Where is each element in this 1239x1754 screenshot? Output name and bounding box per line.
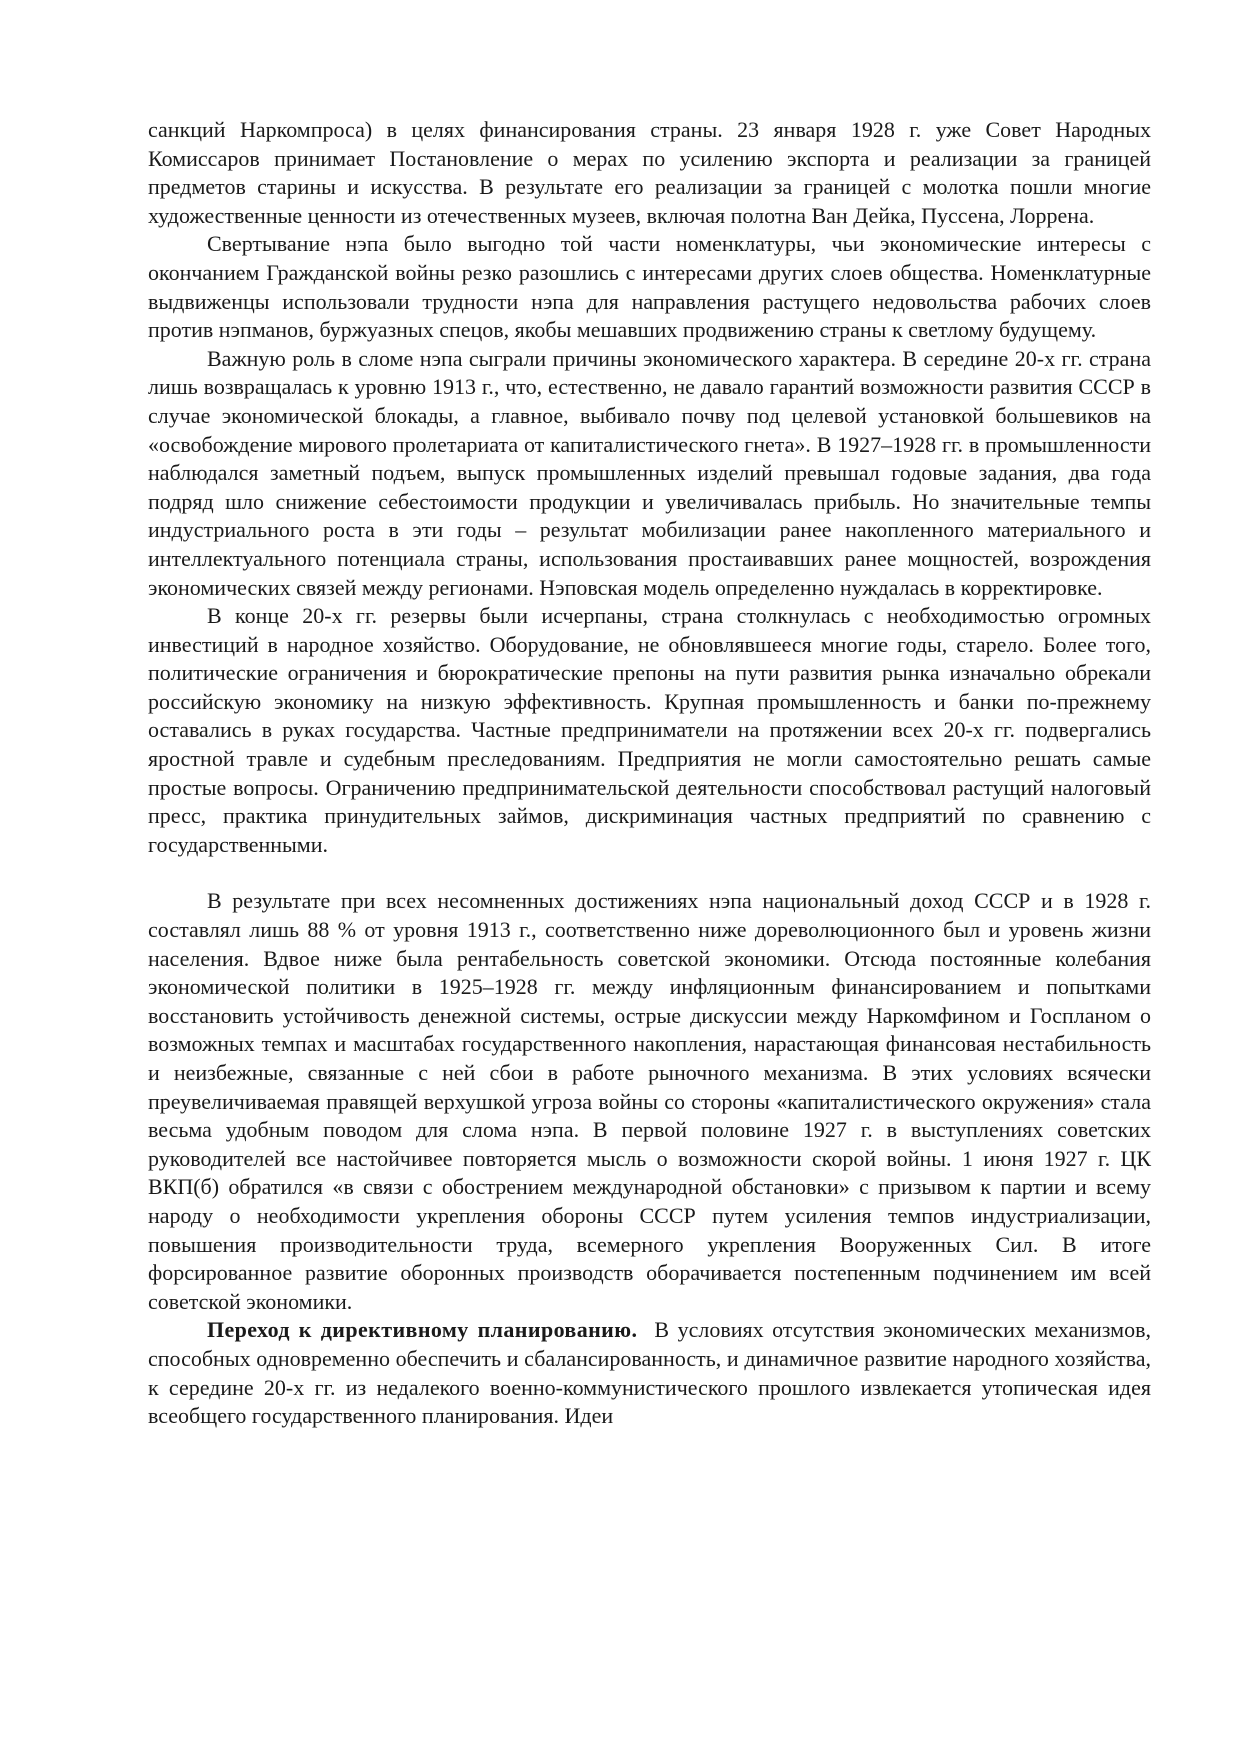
section-heading: Переход к директивному планированию. (207, 1317, 638, 1343)
section-body: В условиях отсутствия экономических механизмов, способных одновременно обеспечить и сбалансированность, и динамичное развитие народного хозяйства, к середине 20-х гг. из недалекого военно-коммунистического прошлого извлекается утопическая идея всеобщего государственного планирования. Идеи (148, 1317, 1151, 1429)
paragraph-national-income: В результате при всех несомненных достижениях нэпа национальный доход СССР и в 1928 г. составлял лишь 88 % от уровня 1913 г., соответственно ниже дореволюционного был и уровень жизни населения. Вдвое ниже была рентабельность советской экономики. Отсюда постоянные колебания экономической политики в 1925–1928 гг. между инфляционным финансированием и попытками восстановить устойчивость денежной системы, острые дискуссии между Наркомфином и Госпланом о возможных темпах и масштабах государственного накопления, нарастающая финансовая нестабильность и неизбежные, связанные с ней сбои в работе рыночного механизма. В этих условиях всячески преувеличиваемая правящей верхушкой угроза войны со стороны «капиталистического окружения» стала весьма удобным поводом для слома нэпа. В первой половине 1927 г. в выступлениях советских руководителей все настойчивее повторяется мысль о возможности скорой войны. 1 июня 1927 г. ЦК ВКП(б) обратился «в связи с обострением международной обстановки» с призывом к партии и всему народу о необходимости укрепления обороны СССР путем усиления темпов индустриализации, повышения производительности труда, всемерного укрепления Вооруженных Сил. В итоге форсированное развитие оборонных производств оборачивается постепенным подчинением им всей советской экономики. (148, 888, 1151, 1314)
paragraph-directive-planning (148, 1316, 1151, 1430)
paragraph-export-of-art: санкций Наркомпроса) в целях финансирования страны. 23 января 1928 г. уже Совет Народных Комиссаров принимает Постановление о мерах по усилению экспорта и реализации за границей предметов старины и искусства. В результате его реализации за границей с молотка пошли многие художественные ценности из отечественных музеев, включая полотна Ван Дейка, Пуссена, Лоррена. (148, 117, 1151, 228)
paragraph-economic-causes: Важную роль в сломе нэпа сыграли причины экономического характера. В середине 20-х гг. страна лишь возвращалась к уровню 1913 г., что, естественно, не давало гарантий возможности развития СССР в случае экономической блокады, а главное, выбивало почву под целевой установкой большевиков на «освобождение мирового пролетариата от капиталистического гнета». В 1927–1928 гг. в промышленности наблюдался заметный подъем, выпуск промышленных изделий превышал годовые задания, два года подряд шло снижение себестоимости продукции и увеличивалась прибыль. Но значительные темпы индустриального роста в эти годы – результат мобилизации ранее накопленного материального и интеллектуального потенциала страны, использования простаивавших ранее мощностей, возрождения экономических связей между регионами. Нэповская модель определенно нуждалась в корректировке. (148, 345, 1151, 600)
paragraph-nomenklatura: Свертывание нэпа было выгодно той части номенклатуры, чьи экономические интересы с окончанием Гражданской войны резко разошлись с интересами других слоев общества. Номенклатурные выдвиженцы использовали трудности нэпа для направления растущего недовольства рабочих слоев против нэпманов, буржуазных спецов, якобы мешавших продвижению страны к светлому будущему. (148, 231, 1151, 343)
document-page (148, 116, 1151, 1431)
paragraph-reserves-exhausted: В конце 20-х гг. резервы были исчерпаны, страна столкнулась с необходимостью огромных инвестиций в народное хозяйство. Оборудование, не обновлявшееся многие годы, старело. Более того, политические ограничения и бюрократические препоны на пути развития рынка изначально обрекали российскую экономику на низкую эффективность. Крупная промышленность и банки по-прежнему оставались в руках государства. Частные предприниматели на протяжении всех 20-х гг. подвергались яростной травле и судебным преследованиям. Предприятия не могли самостоятельно решать самые простые вопросы. Ограничению предпринимательской деятельности способствовал растущий налоговый пресс, практика принудительных займов, дискриминация частных предприятий по сравнению с государственными. (148, 603, 1151, 857)
